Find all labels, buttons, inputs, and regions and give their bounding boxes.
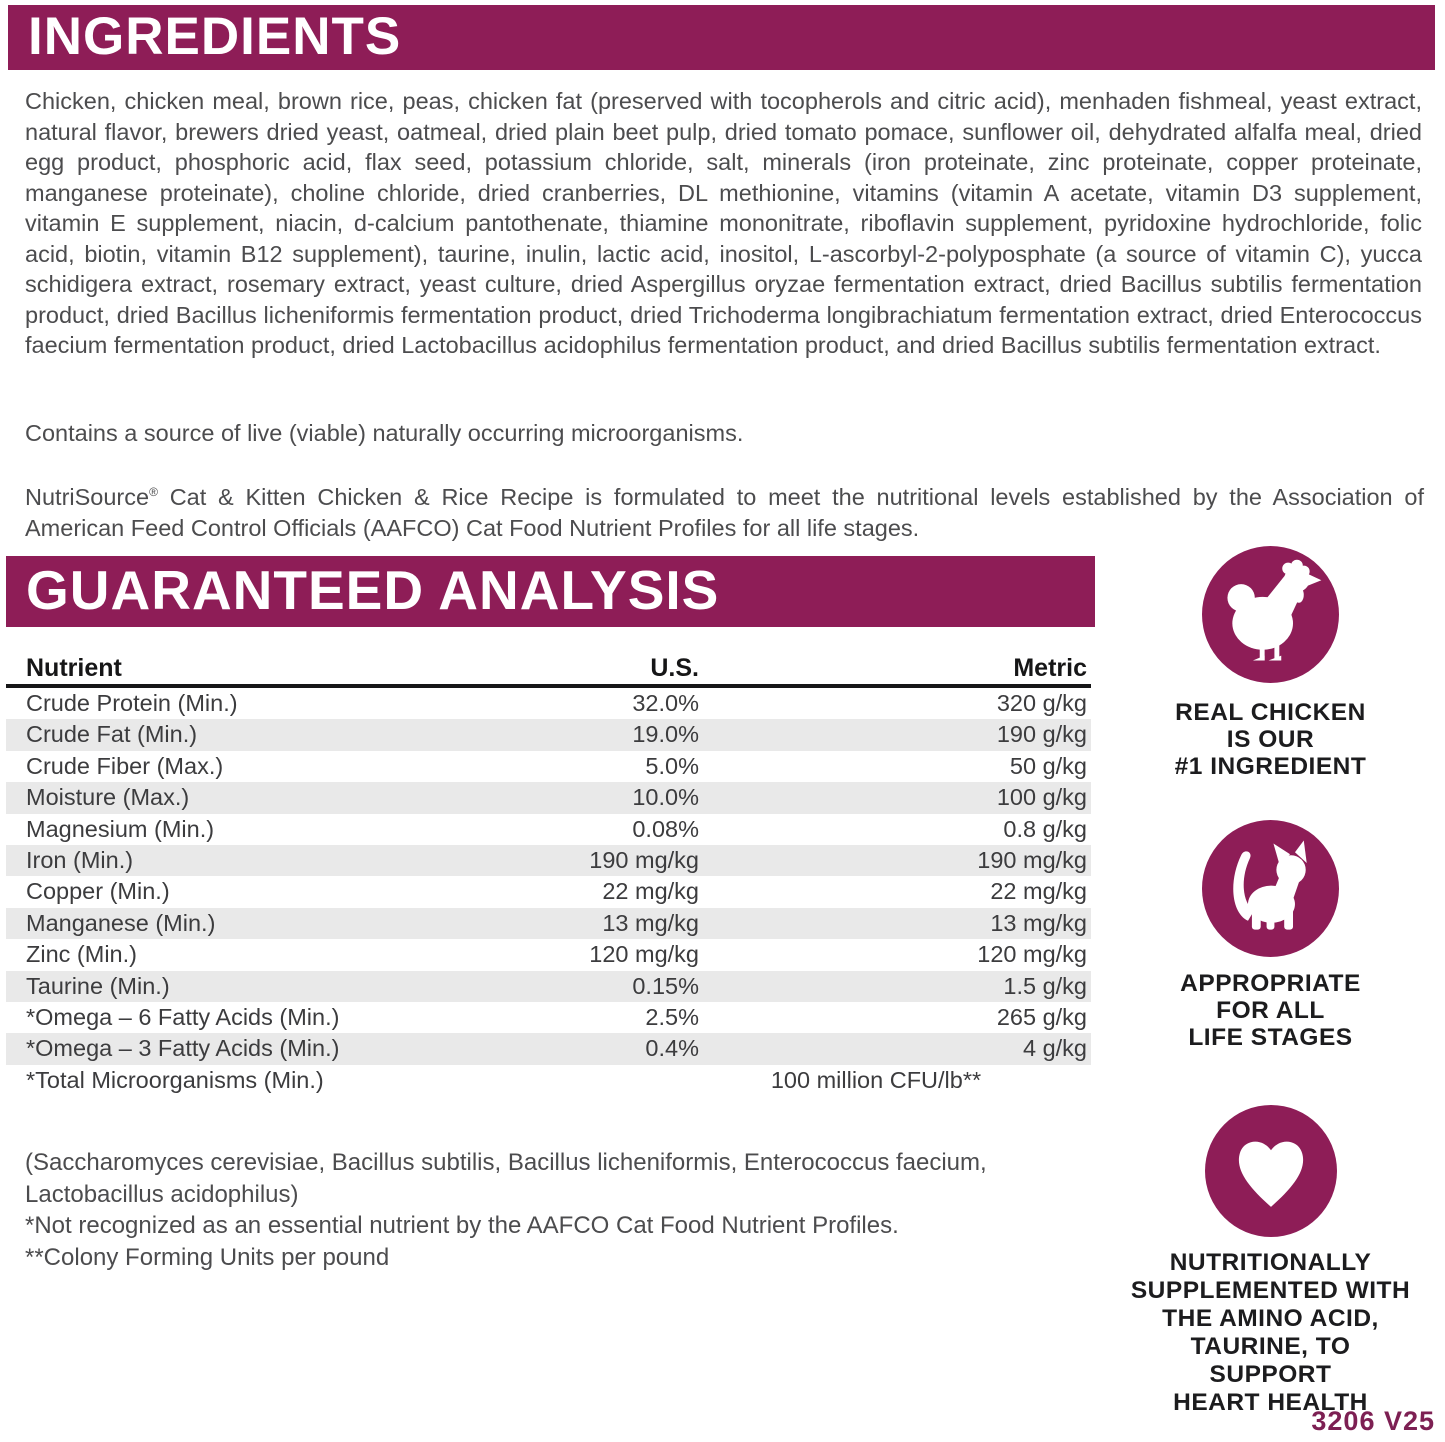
- nutrient-name: Iron (Min.): [26, 846, 134, 873]
- nutrient-name: Crude Fiber (Max.): [26, 752, 224, 779]
- guaranteed-analysis-table: [6, 651, 1091, 1096]
- table-row: [6, 1033, 1091, 1064]
- life-stages-badge: [1128, 820, 1413, 1051]
- chicken-icon: [1202, 546, 1339, 683]
- nutrient-us-value: 10.0%: [632, 784, 699, 811]
- table-row: [6, 1065, 1091, 1096]
- benefit-badges: [1128, 546, 1413, 1417]
- nutrient-us-value: 0.4%: [645, 1035, 699, 1062]
- nutrient-metric-value: 50 g/kg: [1009, 752, 1087, 779]
- nutrient-us-value: 0.15%: [632, 972, 699, 999]
- col-header-metric: Metric: [1013, 654, 1087, 682]
- nutrient-metric-value: 22 mg/kg: [990, 878, 1087, 905]
- ingredients-header: INGREDIENTS: [8, 5, 1435, 70]
- microorganisms-note: Contains a source of live (viable) naturally occurring microorganisms.: [25, 420, 744, 446]
- nutrient-name: *Omega – 3 Fatty Acids (Min.): [26, 1035, 340, 1062]
- nutrient-us-value: 5.0%: [645, 752, 699, 779]
- cat-icon: [1202, 820, 1339, 957]
- nutrient-metric-value: 4 g/kg: [1022, 1035, 1087, 1062]
- asterisk-footnote: *Not recognized as an essential nutrient by the AAFCO Cat Food Nutrient Profiles.: [25, 1212, 899, 1239]
- table-row: [6, 1002, 1091, 1033]
- nutrient-name: Crude Fat (Min.): [26, 721, 198, 748]
- table-row: [6, 688, 1091, 719]
- aafco-statement: [25, 477, 1424, 544]
- double-asterisk-footnote: **Colony Forming Units per pound: [25, 1243, 390, 1271]
- registered-mark: ®: [149, 485, 158, 499]
- heart-icon: [1205, 1105, 1337, 1237]
- nutrient-us-value: 2.5%: [645, 1003, 699, 1030]
- col-header-us: U.S.: [650, 654, 699, 682]
- aafco-statement-text: Cat & Kitten Chicken & Rice Recipe is formulated to meet the nutritional levels established by the Association of American Feed Control Officials (AAFCO) Cat Food Nutrient Profiles for all life stages.: [25, 483, 1424, 541]
- table-row: [6, 845, 1091, 876]
- nutrient-name: Crude Protein (Min.): [26, 690, 238, 716]
- nutrient-name: Magnesium (Min.): [26, 815, 215, 842]
- nutrient-metric-value: 320 g/kg: [996, 690, 1087, 716]
- nutrient-metric-value: 265 g/kg: [996, 1003, 1087, 1030]
- badge-caption: REAL CHICKEN IS OUR #1 INGREDIENT: [1174, 699, 1367, 780]
- nutrient-metric-value: 100 g/kg: [996, 784, 1087, 811]
- nutrient-metric-value: 120 mg/kg: [977, 941, 1087, 968]
- heart-health-badge: [1128, 1105, 1413, 1417]
- nutrient-name: *Total Microorganisms (Min.): [26, 1066, 324, 1093]
- microorganism-species-note: (Saccharomyces cerevisiae, Bacillus subtilis, Bacillus licheniformis, Enterococcus faecium, Lactobacillus acidophilus): [25, 1149, 987, 1208]
- nutrient-us-value: 190 mg/kg: [589, 846, 699, 873]
- nutrient-metric-value: 0.8 g/kg: [1003, 815, 1087, 842]
- nutrient-name: Manganese (Min.): [26, 909, 216, 936]
- nutrient-us-value: 13 mg/kg: [602, 909, 699, 936]
- table-row: [6, 814, 1091, 845]
- nutrient-us-value: 22 mg/kg: [602, 878, 699, 905]
- guaranteed-analysis-header: GUARANTEED ANALYSIS: [6, 556, 1095, 627]
- nutrient-name: *Omega – 6 Fatty Acids (Min.): [26, 1003, 340, 1030]
- badge-caption: APPROPRIATE FOR ALL LIFE STAGES: [1180, 970, 1361, 1051]
- nutrient-metric-value: 190 g/kg: [996, 721, 1087, 748]
- table-row: [6, 719, 1091, 750]
- nutrient-us-value: 100 million CFU/lb**: [770, 1066, 982, 1093]
- nutrient-us-value: 32.0%: [632, 690, 699, 716]
- nutrient-metric-value: 13 mg/kg: [990, 909, 1087, 936]
- nutrient-metric-value: 190 mg/kg: [977, 846, 1087, 873]
- table-row: [6, 876, 1091, 907]
- footnotes: [25, 1147, 1091, 1273]
- nutrient-name: Copper (Min.): [26, 878, 170, 905]
- table-row: [6, 939, 1091, 970]
- table-row: [6, 782, 1091, 813]
- nutrient-name: Taurine (Min.): [26, 972, 170, 999]
- table-row: [6, 751, 1091, 782]
- real-chicken-badge: [1128, 546, 1413, 780]
- nutrient-us-value: 0.08%: [632, 815, 699, 842]
- nutrient-metric-value: 1.5 g/kg: [1003, 972, 1087, 999]
- label-version-code: 3206 V25: [1311, 1406, 1435, 1436]
- nutrient-name: Moisture (Max.): [26, 784, 190, 811]
- table-row: [6, 971, 1091, 1002]
- badge-caption: NUTRITIONALLY SUPPLEMENTED WITH THE AMINO ACID, TAURINE, TO SUPPORT HEART HEALTH: [1130, 1249, 1411, 1416]
- table-row: [6, 908, 1091, 939]
- nutrient-us-value: 120 mg/kg: [589, 941, 699, 968]
- table-header-row: [6, 651, 1091, 688]
- col-header-nutrient: Nutrient: [26, 654, 122, 682]
- brand-name: NutriSource: [25, 483, 150, 510]
- nutrient-name: Zinc (Min.): [26, 941, 137, 968]
- nutrient-us-value: 19.0%: [632, 721, 699, 748]
- ingredients-list: Chicken, chicken meal, brown rice, peas, chicken fat (preserved with tocopherols and citric acid), menhaden fishmeal, yeast extract, natural flavor, brewers dried yeast, oatmeal, dried plain beet pulp, dried tomato pomace, sunflower oil, dehydrated alfalfa meal, dried egg product, phosphoric acid, flax seed, potassium chloride, salt, minerals (iron proteinate, zinc proteinate, copper proteinate, manganese proteinate), choline chloride, dried cranberries, DL methionine, vitamins (vitamin A acetate, vitamin D3 supplement, vitamin E supplement, niacin, d-calcium pantothenate, thiamine mononitrate, riboflavin supplement, pyridoxine hydrochloride, folic acid, biotin, vitamin B12 supplement), taurine, inulin, lactic acid, inositol, L-ascorbyl-2-polyposphate (a source of vitamin C), yucca schidigera extract, rosemary extract, yeast culture, dried Aspergillus oryzae fermentation extract, dried Bacillus subtilis fermentation product, dried Bacillus licheniformis fermentation product, dried Trichoderma longibrachiatum fermentation extract, dried Enterococcus faecium fermentation product, dried Lactobacillus acidophilus fermentation product, and dried Bacillus subtilis fermentation extract.: [25, 88, 1422, 358]
